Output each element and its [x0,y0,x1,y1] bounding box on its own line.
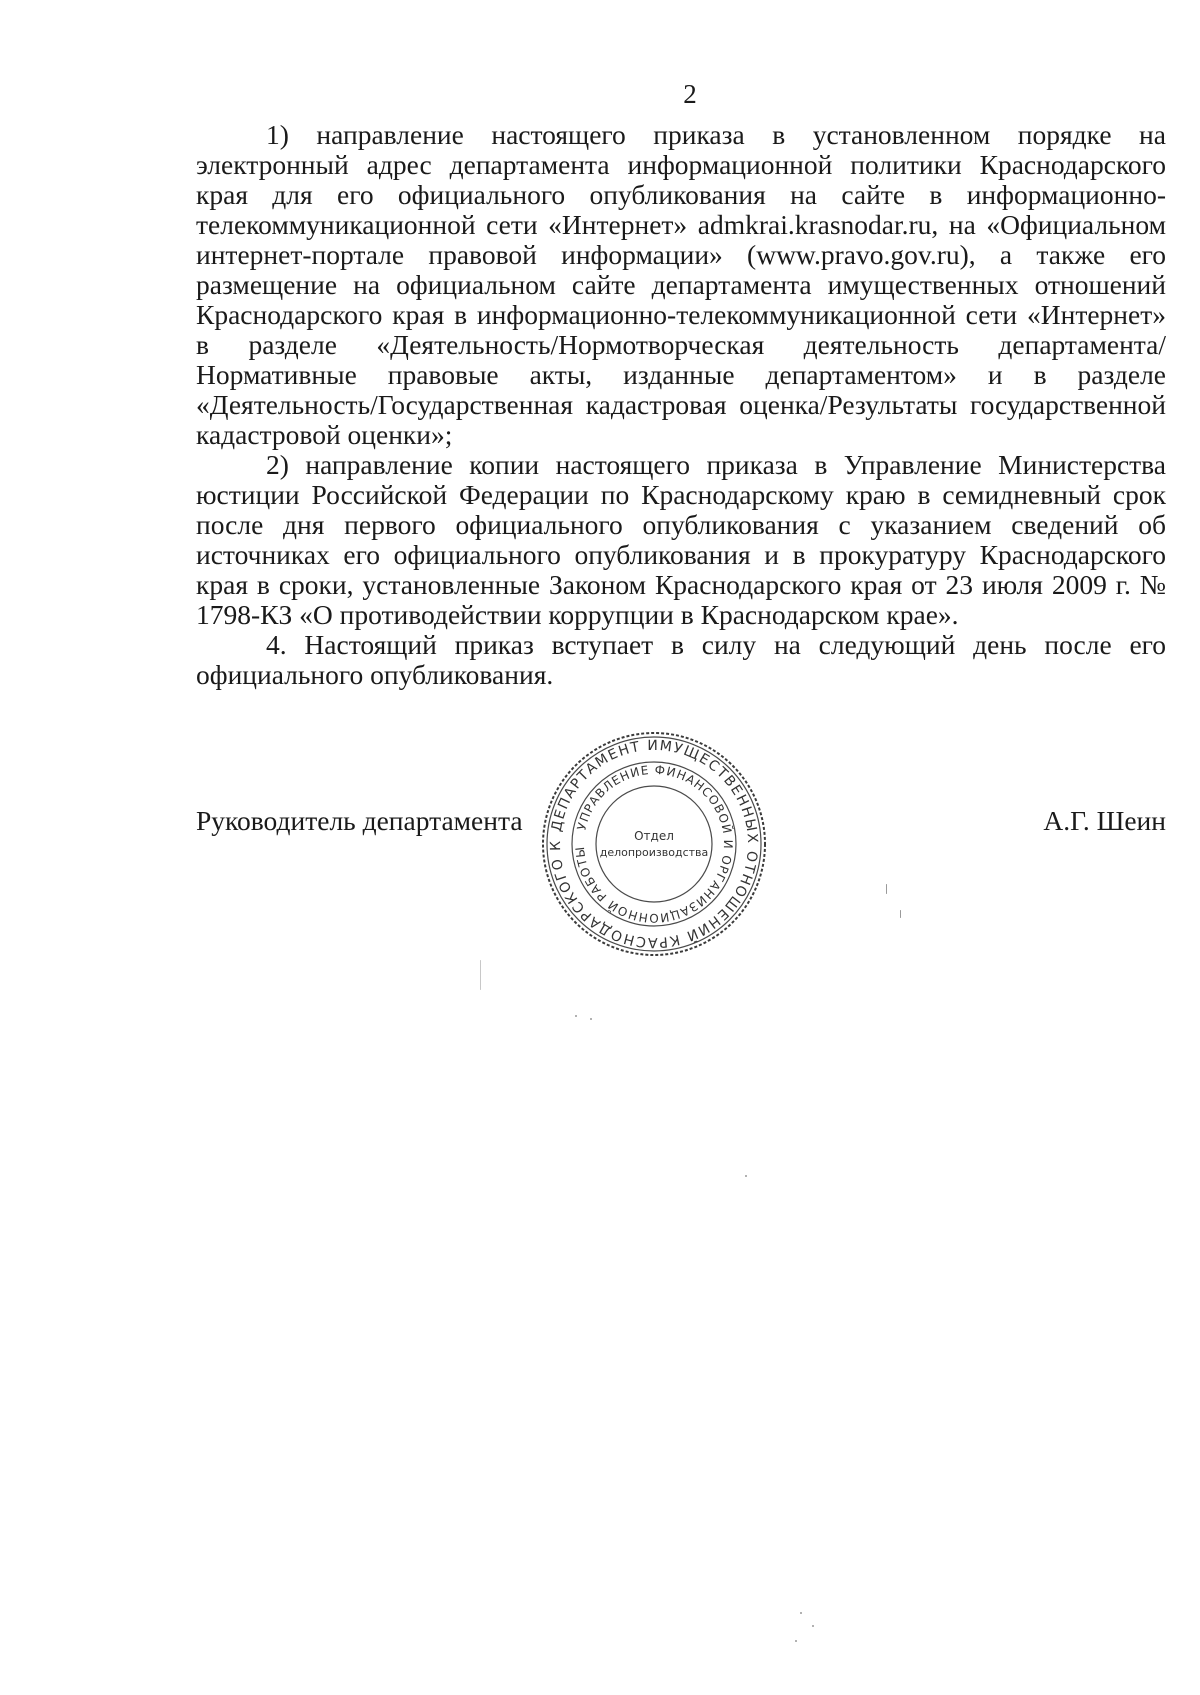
page-number: 2 [683,79,697,109]
document-body [196,120,1166,690]
scan-speck [575,1015,577,1017]
signatory-name: А.Г. Шеин [1043,805,1166,836]
official-stamp [538,728,770,960]
svg-text:УПРАВЛЕНИЕ ФИНАНСОВОЙ И ОРГАНИ [573,763,735,925]
scan-speck [745,1175,747,1177]
scan-speck [480,960,481,990]
scan-speck [590,1018,592,1020]
stamp-center-line1: Отдел [634,829,674,843]
signatory-position: Руководитель департамента [196,805,523,836]
paragraph-item-2: 2) направление копии настоящего приказа в Управление Министерства юстиции Российской Федерации по Краснодарскому краю в семидневный срок после дня первого официального опубликования с указанием сведений об источниках его официального опубликования и в прокуратуру Краснодарского края в сроки, установленные Законом Краснодарского края от 23 июля 2009 г. № 1798-КЗ «О противодействии коррупции в Краснодарском крае». [196,449,1166,630]
stamp-center-line2: делопроизводства [599,846,709,859]
scan-speck [812,1625,814,1627]
stamp-inner-text: УПРАВЛЕНИЕ ФИНАНСОВОЙ И ОРГАНИЗАЦИОННОЙ РАБОТЫ [572,762,736,926]
scan-speck [886,884,887,894]
scan-speck [800,1612,802,1614]
paragraph-item-1: 1) направление настоящего приказа в установленном порядке на электронный адрес департамента информационной политики Краснодарского края для его официального опубликования на сайте в информационно-телекоммуникационной сети «Интернет» admkrai.krasnodar.ru, на «Официальном интернет-портале правовой информации» (www.pravo.gov.ru), а также его размещение на официальном сайте департамента имущественных отношений Краснодарского края в информационно-телекоммуникационной сети «Интернет» в разделе «Деятельность/Нормотворческая деятельность департамента/Нормативные правовые акты, изданные департаментом» и в разделе «Деятельность/Государственная кадастровая оценка/Результаты государственной кадастровой оценки»; [196,119,1166,450]
scan-speck [795,1640,797,1642]
scan-speck [900,910,901,918]
stamp-outer-text: ДЕПАРТАМЕНТ ИМУЩЕСТВЕННЫХ ОТНОШЕНИЙ КРАСНОДАРСКОГО К [547,737,761,951]
stamp-seal-graphic [538,728,770,960]
paragraph-item-4: 4. Настоящий приказ вступает в силу на следующий день после его официального опубликования. [196,629,1166,690]
